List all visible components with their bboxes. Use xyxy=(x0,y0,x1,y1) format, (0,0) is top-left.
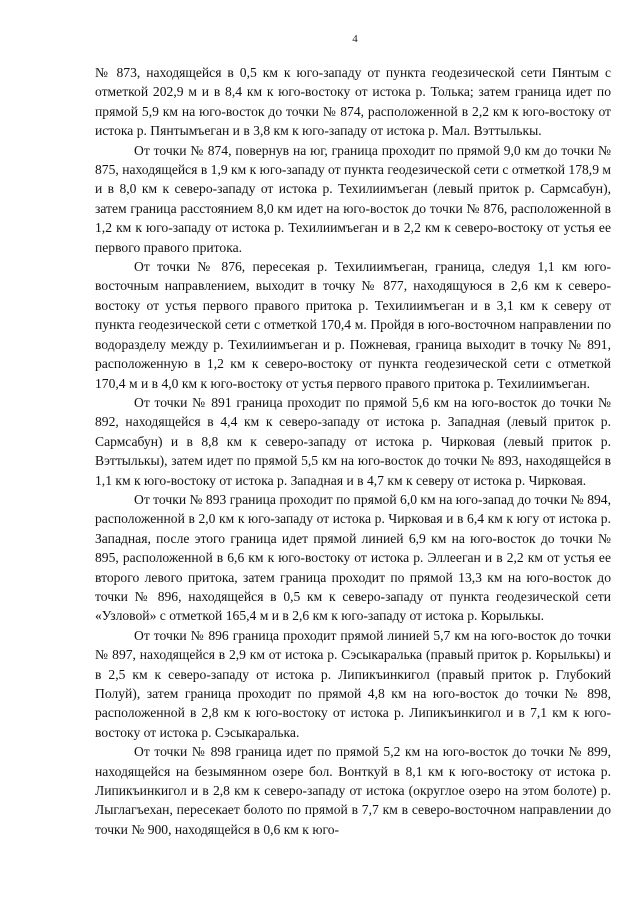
paragraph-6: От точки № 896 граница проходит прямой линией 5,7 км на юго-восток до точки № 897, находящейся в 2,9 км от истока р. Сэсыкаралька (правый приток р. Корылькы) и в 2,5 км к северо-западу от истока р. Липикъинкигол (правый приток р. Глубокий Полуй), затем граница проходит по прямой 4,8 км на юго-восток до точки № 898, расположенной в 2,8 км к юго-востоку от истока р. Липикъинкигол и в 7,1 км к юго-востоку от истока р. Сэсыкаралька. xyxy=(95,627,611,740)
paragraph-4: От точки № 891 граница проходит по прямой 5,6 км на юго-восток до точки № 892, находящейся в 4,4 км к северо-западу от истока р. Западная (левый приток р. Сармсабун) и в 8,8 км к северо-западу от истока р. Чирковая (левый приток р. Вэттылькы), затем идет по прямой 5,5 км на юго-восток до точки № 893, находящейся в 1,1 км к юго-востоку от истока р. Западная и в 4,7 км к северу от истока р. Чирковая. xyxy=(95,394,611,488)
page-number: 4 xyxy=(352,33,358,45)
paragraph-3: От точки № 876, пересекая р. Техилиимъеган, граница, следуя 1,1 км юго-восточным направлением, выходит в точку № 877, находящуюся в 2,6 км к северо-востоку от устья первого правого притока р. Техилиимъеган и в 3,1 км к северу от пункта геодезической сети с отметкой 170,4 м. Пройдя в юго-восточном направлении по водоразделу между р. Техилиимъеган и р. Пожневая, граница выходит в точку № 891, расположенную в 1,2 км к северо-востоку от пункта геодезической сети с отметкой 170,4 м и в 4,0 км к юго-востоку от устья первого правого притока р. Техилиимъеган. xyxy=(95,259,611,391)
paragraph-1: № 873, находящейся в 0,5 км к юго-западу от пункта геодезической сети Пянтым с отметкой 202,9 м и в 8,4 км к юго-востоку от истока р. Толька; затем граница идет по прямой 5,9 км на юго-восток до точки № 874, расположенной в 2,2 км к юго-востоку от истока р. Пянтымъеган и в 3,8 км к юго-западу от истока р. Мал. Вэттылькы. xyxy=(95,65,611,139)
paragraph-2: От точки № 874, повернув на юг, граница проходит по прямой 9,0 км до точки № 875, находящейся в 1,9 км к юго-западу от пункта геодезической сети с отметкой 178,9 м и в 8,0 км к северо-западу от истока р. Техилиимъеган (левый приток р. Сармсабун), затем граница расстоянием 8,0 км идет на юго-восток до точки № 876, расположенной в 1,2 км к юго-западу от истока р. Техилиимъеган и в 2,2 км к северо-востоку от устья ее первого правого притока. xyxy=(95,142,611,255)
paragraph-5: От точки № 893 граница проходит по прямой 6,0 км на юго-запад до точки № 894, расположенной в 2,0 км к юго-западу от истока р. Чирковая и в 6,4 км к югу от истока р. Западная, после этого граница идет прямой линией 6,9 км на юго-восток до точки № 895, расположенной в 6,6 км к юго-востоку от истока р. Эллееган и в 2,2 км от устья ее второго левого притока, затем граница проходит по прямой 13,3 км на юго-восток до точки № 896, находящейся в 0,5 км к северо-западу от пункта геодезической сети «Узловой» с отметкой 165,4 м и в 2,6 км к юго-западу от истока р. Корылькы. xyxy=(95,491,611,624)
document-page xyxy=(95,32,611,839)
paragraph-7: От точки № 898 граница идет по прямой 5,2 км на юго-восток до точки № 899, находящейся на безымянном озере бол. Вонткуй в 8,1 км к юго-востоку от истока р. Липикъинкигол и в 2,8 км к северо-западу от истока (округлое озеро на этом болоте) р. Лыглагъехан, пересекает болото по прямой в 7,7 км в северо-восточном направлении до точки № 900, находящейся в 0,6 км к юго- xyxy=(95,744,611,837)
